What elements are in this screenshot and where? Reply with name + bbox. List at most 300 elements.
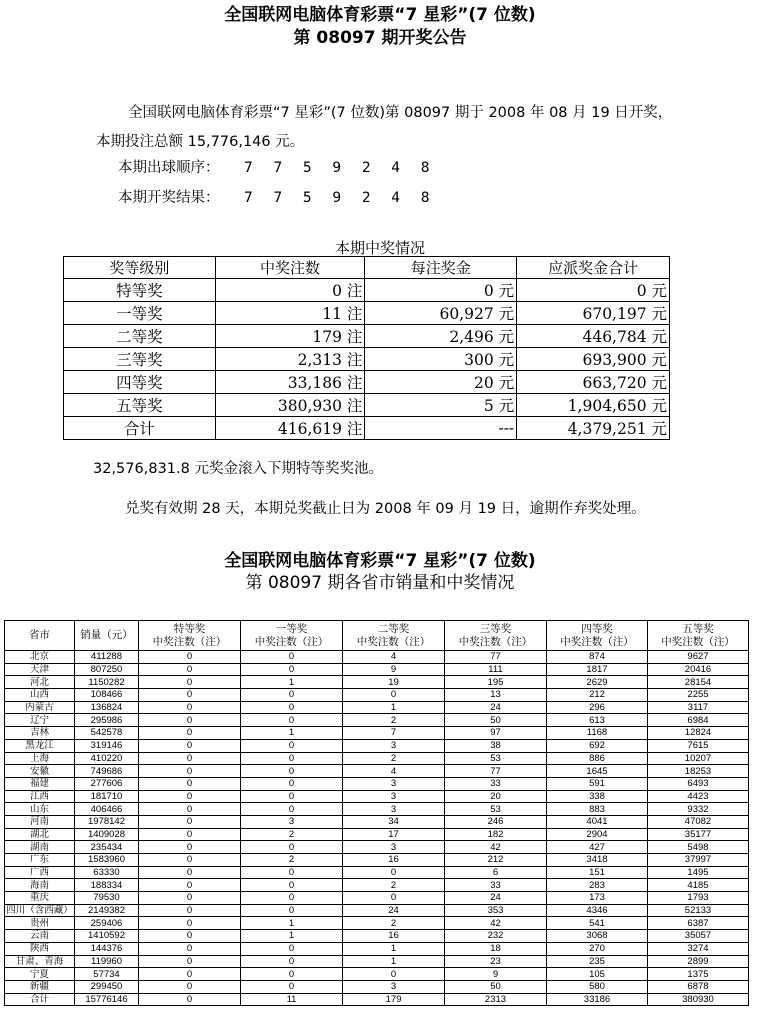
- province-table-row: [5, 714, 749, 727]
- province-table-cell: 6984: [648, 714, 749, 727]
- province-header-cell: [75, 621, 139, 651]
- province-table-cell: 353: [445, 904, 547, 917]
- province-table-row: [5, 968, 749, 981]
- province-table-cell: 0: [139, 651, 241, 664]
- province-table-cell: 山西: [5, 689, 75, 702]
- province-table-cell: 7: [343, 727, 445, 740]
- province-table-cell: 18253: [648, 765, 749, 778]
- province-header-line: 一等奖: [275, 622, 308, 635]
- province-table-cell: 9332: [648, 803, 749, 816]
- province-header-cell: [445, 621, 547, 651]
- province-table-cell: 云南: [5, 930, 75, 943]
- province-table-cell: 6493: [648, 777, 749, 790]
- province-table-cell: 3117: [648, 701, 749, 714]
- province-header-cell: [648, 621, 749, 651]
- province-table-cell: 6387: [648, 917, 749, 930]
- province-table-cell: 12824: [648, 727, 749, 740]
- province-table-row: [5, 663, 749, 676]
- province-table-cell: 105: [547, 968, 648, 981]
- province-table-cell: 591: [547, 777, 648, 790]
- province-table-row: [5, 815, 749, 828]
- province-table-cell: 1583960: [75, 854, 139, 867]
- province-table-row: [5, 955, 749, 968]
- province-table-cell: 111: [445, 663, 547, 676]
- province-header-line: 销量（元）: [80, 629, 133, 641]
- province-table-cell: 0: [241, 942, 343, 955]
- rollover-note: 32,576,831.8 元奖金滚入下期特等奖奖池。: [93, 461, 383, 477]
- province-header-line: 三等奖: [479, 622, 512, 635]
- province-table-cell: 0: [139, 739, 241, 752]
- province-table-cell: 1410592: [75, 930, 139, 943]
- prize-table-cell: 一等奖: [64, 302, 216, 325]
- province-table-cell: 1168: [547, 727, 648, 740]
- province-table-cell: 411288: [75, 651, 139, 664]
- province-table-cell: 542578: [75, 727, 139, 740]
- province-table-cell: 295986: [75, 714, 139, 727]
- province-table-cell: 6878: [648, 980, 749, 993]
- province-table-cell: 0: [139, 752, 241, 765]
- province-table-cell: 0: [241, 968, 343, 981]
- province-section-subtitle: 第 08097 期各省市销量和中奖情况: [245, 573, 515, 593]
- province-table-cell: 2: [343, 714, 445, 727]
- province-table-cell: 19: [343, 676, 445, 689]
- draw-order-label: 本期出球顺序：: [118, 160, 220, 176]
- province-table-cell: 9627: [648, 651, 749, 664]
- province-table-cell: 0: [139, 993, 241, 1006]
- province-table-cell: 4: [343, 651, 445, 664]
- prize-table-cell: 5 元: [365, 394, 517, 417]
- province-table-cell: 613: [547, 714, 648, 727]
- province-table-cell: 16: [343, 854, 445, 867]
- province-table-cell: 0: [241, 777, 343, 790]
- province-table-cell: 0: [241, 841, 343, 854]
- province-table-cell: 1: [241, 917, 343, 930]
- province-table-cell: 河北: [5, 676, 75, 689]
- province-table-cell: 0: [139, 917, 241, 930]
- province-table-cell: 1: [343, 955, 445, 968]
- prize-table-cell: 合计: [64, 417, 216, 440]
- prize-table-cell: 2,313 注: [215, 348, 365, 371]
- province-table-cell: 182: [445, 828, 547, 841]
- province-table-cell: 277606: [75, 777, 139, 790]
- province-table-cell: 湖北: [5, 828, 75, 841]
- province-table-cell: 11: [241, 993, 343, 1006]
- province-table-cell: 410220: [75, 752, 139, 765]
- province-table-cell: 甘肃、青海: [5, 955, 75, 968]
- province-table-cell: 0: [139, 727, 241, 740]
- prize-table-cell: 20 元: [365, 371, 517, 394]
- province-header-line: 中奖注数（注）: [560, 635, 634, 648]
- province-table-cell: 3: [241, 815, 343, 828]
- province-table-cell: 3: [343, 790, 445, 803]
- announcement-title: 全国联网电脑体育彩票“7 星彩”(7 位数): [224, 5, 536, 25]
- prize-table-cell: 416,619 注: [215, 417, 365, 440]
- province-table-cell: 63330: [75, 866, 139, 879]
- announcement-subtitle: 第 08097 期开奖公告: [293, 28, 467, 48]
- province-table-cell: 1: [241, 676, 343, 689]
- province-table-cell: 贵州: [5, 917, 75, 930]
- prize-table-cell: 五等奖: [64, 394, 216, 417]
- province-table-cell: 296: [547, 701, 648, 714]
- province-table-cell: 0: [139, 663, 241, 676]
- province-table-cell: 299450: [75, 980, 139, 993]
- province-table-cell: 0: [241, 765, 343, 778]
- prize-table-cell: 特等奖: [64, 279, 216, 302]
- province-table-cell: 1817: [547, 663, 648, 676]
- province-table-cell: 0: [139, 942, 241, 955]
- province-table-cell: 内蒙古: [5, 701, 75, 714]
- province-table-cell: 749686: [75, 765, 139, 778]
- province-table-cell: 144376: [75, 942, 139, 955]
- province-table-cell: 0: [139, 854, 241, 867]
- province-table-cell: 四川（含西藏）: [6, 905, 73, 917]
- province-table-cell: 883: [547, 803, 648, 816]
- province-table-cell: 77: [445, 651, 547, 664]
- province-table-row: [5, 777, 749, 790]
- prize-table-caption: 本期中奖情况: [334, 239, 425, 257]
- province-table-cell: 17: [343, 828, 445, 841]
- province-table-cell: 0: [139, 879, 241, 892]
- province-table-cell: 50: [445, 714, 547, 727]
- province-table-row: [5, 765, 749, 778]
- province-table-cell: 37997: [648, 854, 749, 867]
- prize-table-cell: 446,784 元: [517, 325, 670, 348]
- province-table-cell: 18: [445, 942, 547, 955]
- province-table-cell: 安徽: [5, 765, 75, 778]
- province-table-cell: 0: [139, 980, 241, 993]
- province-table-cell: 38: [445, 739, 547, 752]
- province-table-cell: 新疆: [5, 980, 75, 993]
- province-table-cell: 0: [343, 892, 445, 905]
- prize-table-cell: 0 注: [215, 279, 365, 302]
- province-table-row: [5, 993, 749, 1006]
- province-table-cell: 4041: [547, 815, 648, 828]
- province-table-cell: 北京: [5, 651, 75, 664]
- prize-table-row: [64, 279, 670, 302]
- draw-result-line: [118, 188, 436, 208]
- province-table-cell: 0: [139, 689, 241, 702]
- prize-table-cell: 11 注: [215, 302, 365, 325]
- prize-table-header-row: [64, 257, 670, 279]
- prize-table-cell: 三等奖: [64, 348, 216, 371]
- province-table-row: [5, 904, 749, 917]
- province-table-cell: 33: [445, 777, 547, 790]
- province-table-cell: 3: [343, 739, 445, 752]
- province-table-row: [5, 803, 749, 816]
- province-table-cell: 580: [547, 980, 648, 993]
- prize-table-cell: 0 元: [365, 279, 517, 302]
- province-table-row: [5, 879, 749, 892]
- province-table-cell: 0: [241, 904, 343, 917]
- province-table-cell: 0: [139, 841, 241, 854]
- province-table-cell: 6: [445, 866, 547, 879]
- prize-table-cell: 179 注: [215, 325, 365, 348]
- province-table-cell: 541: [547, 917, 648, 930]
- province-header-cell: [139, 621, 241, 651]
- province-table-cell: 1: [241, 727, 343, 740]
- province-table-cell: 886: [547, 752, 648, 765]
- province-table-cell: 9: [343, 663, 445, 676]
- province-header-line: 中奖注数（注）: [152, 635, 227, 648]
- province-table-cell: 119960: [75, 955, 139, 968]
- province-table-row: [5, 790, 749, 803]
- prize-table-cell: 二等奖: [64, 325, 216, 348]
- draw-order-numbers: 7 7 5 9 2 4 8: [244, 160, 436, 176]
- province-table-cell: 江西: [5, 790, 75, 803]
- province-table-cell: 0: [139, 803, 241, 816]
- prize-table-cell: 60,927 元: [365, 302, 517, 325]
- province-table-cell: 34: [343, 815, 445, 828]
- province-table-cell: 1: [343, 701, 445, 714]
- province-table-cell: 0: [343, 689, 445, 702]
- province-table-cell: 406466: [75, 803, 139, 816]
- validity-note: 兑奖有效期 28 天，本期兑奖截止日为 2008 年 09 月 19 日，逾期作弃奖处理。: [125, 501, 646, 517]
- prize-table-row: [64, 348, 670, 371]
- province-table-cell: 212: [547, 689, 648, 702]
- province-table-cell: 10207: [648, 752, 749, 765]
- province-table-cell: 4185: [648, 879, 749, 892]
- province-table-cell: 2: [241, 828, 343, 841]
- province-table-cell: 3: [343, 841, 445, 854]
- province-table-cell: 0: [139, 714, 241, 727]
- prize-table-cell: 2,496 元: [365, 325, 517, 348]
- province-table-cell: 79530: [75, 892, 139, 905]
- province-table-cell: 0: [343, 866, 445, 879]
- province-table-cell: 427: [547, 841, 648, 854]
- province-table-cell: 15776146: [75, 993, 139, 1006]
- province-table-row: [5, 854, 749, 867]
- province-table-cell: 692: [547, 739, 648, 752]
- province-table-cell: 0: [241, 701, 343, 714]
- province-header-line: 中奖注数（注）: [458, 635, 533, 648]
- prize-table-row: [64, 417, 670, 440]
- province-table-cell: 0: [241, 955, 343, 968]
- province-section-title: 全国联网电脑体育彩票“7 星彩”(7 位数): [224, 551, 536, 571]
- province-table-cell: 232: [445, 930, 547, 943]
- province-table-cell: 1495: [648, 866, 749, 879]
- prize-table-cell: 1,904,650 元: [517, 394, 670, 417]
- province-table-cell: 吉林: [5, 727, 75, 740]
- province-table-row: [5, 739, 749, 752]
- province-table-cell: 24: [445, 892, 547, 905]
- province-table-cell: 35057: [648, 930, 749, 943]
- province-table-cell: 7615: [648, 739, 749, 752]
- province-table-cell: 0: [241, 790, 343, 803]
- province-table-cell: 42: [445, 841, 547, 854]
- prize-table-cell: 33,186 注: [215, 371, 365, 394]
- province-table-cell: 3: [343, 980, 445, 993]
- draw-order-line: [118, 158, 436, 178]
- province-table-row: [5, 942, 749, 955]
- prize-table-row: [64, 394, 670, 417]
- province-table-cell: 20: [445, 790, 547, 803]
- province-table-cell: 5498: [648, 841, 749, 854]
- province-table-row: [5, 701, 749, 714]
- province-table-cell: 20416: [648, 663, 749, 676]
- province-table-cell: 270: [547, 942, 648, 955]
- province-table-cell: 97: [445, 727, 547, 740]
- province-table-cell: 2313: [445, 993, 547, 1006]
- province-table-cell: 874: [547, 651, 648, 664]
- province-table-cell: 42: [445, 917, 547, 930]
- province-table-cell: 0: [139, 676, 241, 689]
- province-table-cell: 13: [445, 689, 547, 702]
- province-table-row: [5, 866, 749, 879]
- province-table-cell: 2899: [648, 955, 749, 968]
- province-table-row: [5, 892, 749, 905]
- province-table-cell: 1978142: [75, 815, 139, 828]
- province-table-cell: 53: [445, 752, 547, 765]
- province-header-line: 特等奖: [173, 622, 206, 635]
- province-table-cell: 2255: [648, 689, 749, 702]
- province-table-cell: 湖南: [5, 841, 75, 854]
- province-header-line: 中奖注数（注）: [661, 635, 735, 648]
- province-header-cell: [547, 621, 648, 651]
- prize-table-cell: 670,197 元: [517, 302, 670, 325]
- province-table-cell: 3: [343, 777, 445, 790]
- province-table-cell: 0: [139, 815, 241, 828]
- province-table-cell: 33: [445, 879, 547, 892]
- province-table-cell: 235434: [75, 841, 139, 854]
- province-table-cell: 53: [445, 803, 547, 816]
- province-table-cell: 0: [139, 765, 241, 778]
- province-table-row: [5, 841, 749, 854]
- province-header-line: 五等奖: [682, 622, 714, 635]
- prize-table: [63, 256, 670, 440]
- prize-table-cell: 380,930 注: [215, 394, 365, 417]
- prize-header-cell: 每注奖金: [365, 257, 517, 279]
- province-table-cell: 合计: [5, 993, 75, 1006]
- province-table-cell: 2629: [547, 676, 648, 689]
- province-table-cell: 宁夏: [5, 968, 75, 981]
- province-table-cell: 235: [547, 955, 648, 968]
- prize-table-row: [64, 302, 670, 325]
- province-table-cell: 天津: [5, 663, 75, 676]
- province-table-cell: 0: [241, 879, 343, 892]
- province-header-line: 四等奖: [581, 622, 613, 635]
- province-table-cell: 246: [445, 815, 547, 828]
- province-table-cell: 1: [343, 942, 445, 955]
- province-table-cell: 1150282: [75, 676, 139, 689]
- province-table-cell: 50: [445, 980, 547, 993]
- province-table-cell: 28154: [648, 676, 749, 689]
- prize-table-cell: 693,900 元: [517, 348, 670, 371]
- prize-header-cell: 应派奖金合计: [517, 257, 670, 279]
- province-table-cell: 0: [241, 714, 343, 727]
- province-table-cell: 77: [445, 765, 547, 778]
- province-table-cell: 338: [547, 790, 648, 803]
- province-table-row: [5, 980, 749, 993]
- prize-table-cell: 663,720 元: [517, 371, 670, 394]
- province-table-cell: 52133: [648, 904, 749, 917]
- province-table-cell: 24: [445, 701, 547, 714]
- province-header-line: 二等奖: [377, 622, 410, 635]
- province-table-row: [5, 651, 749, 664]
- province-table-cell: 3418: [547, 854, 648, 867]
- province-table-cell: 0: [241, 892, 343, 905]
- province-header-line: 中奖注数（注）: [356, 635, 431, 648]
- prize-header-cell: 奖等级别: [64, 257, 216, 279]
- province-table-cell: 4346: [547, 904, 648, 917]
- province-table-cell: 0: [241, 752, 343, 765]
- prize-table-cell: 300 元: [365, 348, 517, 371]
- province-table-cell: 0: [139, 828, 241, 841]
- province-table-cell: 广东: [5, 854, 75, 867]
- province-table-cell: 807250: [75, 663, 139, 676]
- province-table-cell: 0: [139, 892, 241, 905]
- province-table-row: [5, 727, 749, 740]
- province-table-cell: 24: [343, 904, 445, 917]
- province-table-cell: 2904: [547, 828, 648, 841]
- province-table-cell: 1: [241, 930, 343, 943]
- province-table-cell: 283: [547, 879, 648, 892]
- province-table-cell: 136824: [75, 701, 139, 714]
- province-table-cell: 2: [343, 879, 445, 892]
- province-table-cell: 0: [241, 980, 343, 993]
- province-table-cell: 188334: [75, 879, 139, 892]
- prize-table-cell: 四等奖: [64, 371, 216, 394]
- province-table-cell: 173: [547, 892, 648, 905]
- province-table-cell: 0: [139, 701, 241, 714]
- province-table-cell: 0: [241, 651, 343, 664]
- province-table-cell: 山东: [5, 803, 75, 816]
- province-table-row: [5, 930, 749, 943]
- province-table-cell: 380930: [648, 993, 749, 1006]
- province-table-cell: 47082: [648, 815, 749, 828]
- province-table-cell: 重庆: [5, 892, 75, 905]
- province-table-cell: 0: [139, 790, 241, 803]
- province-table-cell: 0: [241, 739, 343, 752]
- province-table-cell: 0: [139, 777, 241, 790]
- province-table-cell: 23: [445, 955, 547, 968]
- province-table-cell: 3068: [547, 930, 648, 943]
- intro-paragraph: 全国联网电脑体育彩票“7 星彩”(7 位数)第 08097 期于 2008 年 08 月 19 日开奖，本期投注总额 15,776,146 元。: [96, 105, 673, 150]
- province-table-cell: 9: [445, 968, 547, 981]
- prize-table-body: [64, 279, 670, 440]
- province-table-row: [5, 676, 749, 689]
- province-table-cell: 195: [445, 676, 547, 689]
- province-table-cell: 0: [139, 866, 241, 879]
- prize-table-cell: ---: [365, 417, 517, 440]
- province-table-cell: 0: [241, 803, 343, 816]
- province-table-cell: 1409028: [75, 828, 139, 841]
- province-table-cell: 2149382: [75, 904, 139, 917]
- province-table-cell: 4423: [648, 790, 749, 803]
- province-table-cell: 辽宁: [5, 714, 75, 727]
- province-header-cell: [5, 621, 75, 651]
- province-table-cell: 2: [343, 752, 445, 765]
- prize-table-cell: 0 元: [517, 279, 670, 302]
- province-table-cell: 16: [343, 930, 445, 943]
- province-table-cell: 上海: [5, 752, 75, 765]
- province-table-cell: 2: [241, 854, 343, 867]
- province-header-line: 中奖注数（注）: [254, 635, 329, 648]
- draw-result-numbers: 7 7 5 9 2 4 8: [244, 190, 436, 206]
- province-table-cell: 0: [139, 930, 241, 943]
- province-table-row: [5, 689, 749, 702]
- province-table-cell: 212: [445, 854, 547, 867]
- province-table-cell: 河南: [5, 815, 75, 828]
- province-header-cell: [241, 621, 343, 651]
- province-table-cell: 108466: [75, 689, 139, 702]
- province-table-cell: 319146: [75, 739, 139, 752]
- province-table-cell: 陕西: [5, 942, 75, 955]
- province-table-cell: 福建: [5, 777, 75, 790]
- province-table: [4, 620, 749, 1006]
- province-table-cell: 259406: [75, 917, 139, 930]
- prize-table-cell: 4,379,251 元: [517, 417, 670, 440]
- province-table-header-row: [5, 621, 749, 651]
